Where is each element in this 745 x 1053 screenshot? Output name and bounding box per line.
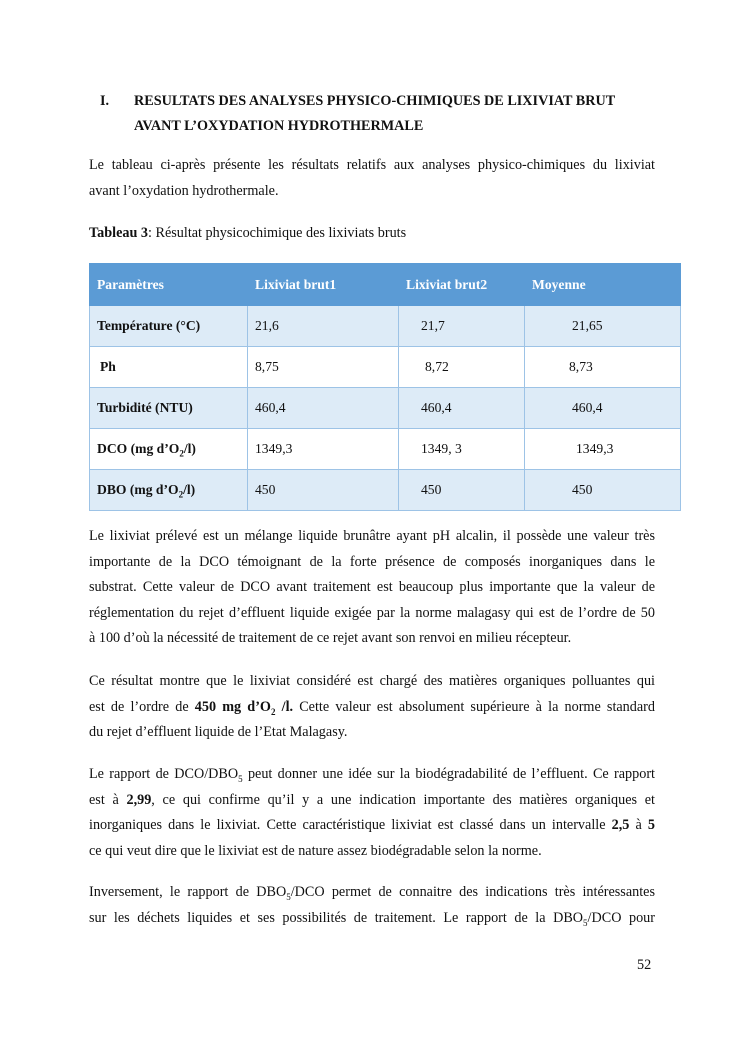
paragraph-2-line-3: du rejet d’effluent liquide de l’Etat Malagasy. bbox=[89, 724, 348, 741]
table-caption-text: : Résultat physicochimique des lixiviats bruts bbox=[148, 225, 407, 241]
table-caption-label: Tableau 3 bbox=[89, 225, 149, 241]
paragraph-4-text: /DCO pour bbox=[587, 909, 655, 926]
paragraph-3-text: , ce qui confirme qu’il y a une indication importante des matières organiques et bbox=[151, 791, 655, 808]
param-cell bbox=[90, 429, 248, 470]
table-row bbox=[90, 388, 681, 429]
subscript: 5 bbox=[583, 917, 588, 928]
header-parametres: Paramètres bbox=[90, 264, 248, 306]
brut2-cell: 1349, 3 bbox=[399, 429, 525, 470]
paragraph-2 bbox=[89, 669, 655, 746]
param-unit: /l) bbox=[183, 482, 196, 497]
moyenne-cell: 1349,3 bbox=[525, 429, 681, 470]
brut2-cell: 460,4 bbox=[399, 388, 525, 429]
param-text: DBO (mg d’O bbox=[97, 482, 179, 497]
brut2-cell: 21,7 bbox=[399, 306, 525, 347]
interval-min: 2,5 bbox=[611, 817, 630, 834]
brut2-cell: 450 bbox=[399, 470, 525, 511]
page-number: 52 bbox=[637, 957, 652, 973]
param-cell bbox=[90, 470, 248, 511]
paragraph-1-line: Le lixiviat prélevé est un mélange liquide brunâtre ayant pH alcalin, il possède une valeur très bbox=[89, 528, 655, 544]
paragraph-1-line: à 100 d’où la nécessité de traitement de ce rejet avant son renvoi en milieu récepteur. bbox=[89, 630, 572, 647]
paragraph-3-text: Le rapport de DCO/DBO bbox=[89, 766, 239, 782]
subscript: 5 bbox=[286, 891, 291, 902]
paragraph-3-text: est à bbox=[89, 791, 127, 808]
results-table bbox=[89, 263, 681, 511]
paragraph-2-line-2 bbox=[89, 695, 655, 721]
paragraph-3-line-3 bbox=[89, 813, 655, 839]
paragraph-1-line: substrat. Cette valeur de DCO avant traitement est beaucoup plus importante que la valeur de bbox=[89, 579, 655, 596]
paragraph-2-line-1: Ce résultat montre que le lixiviat considéré est chargé des matières organiques polluantes qui bbox=[89, 673, 655, 689]
paragraph-3-text: peut donner une idée sur la biodégradabilité de l’effluent. Ce rapport bbox=[242, 766, 655, 782]
brut1-cell: 450 bbox=[248, 470, 399, 511]
table-row bbox=[90, 470, 681, 511]
table-row bbox=[90, 306, 681, 347]
intro-line-1: Le tableau ci-après présente les résultats relatifs aux analyses physico-chimiques du lixiviat bbox=[89, 157, 655, 173]
paragraph-2-text: Cette valeur est absolument supérieure à la norme standard bbox=[293, 698, 655, 715]
brut1-cell: 1349,3 bbox=[248, 429, 399, 470]
section-title bbox=[134, 89, 660, 139]
paragraph-3-line-1 bbox=[89, 762, 655, 788]
section-title-line-2: AVANT L’OXYDATION HYDROTHERMALE bbox=[134, 118, 424, 134]
dbo-value-unit: /l. bbox=[275, 698, 294, 715]
table-caption bbox=[89, 223, 406, 243]
moyenne-cell: 460,4 bbox=[525, 388, 681, 429]
paragraph-1-line: importante de la DCO témoignant de la forte présence de composés inorganiques dans le bbox=[89, 553, 655, 570]
param-cell: Ph bbox=[90, 347, 248, 388]
paragraph-4-line-1 bbox=[89, 880, 655, 906]
section-title-line-1: RESULTATS DES ANALYSES PHYSICO-CHIMIQUES DE LIXIVIAT BRUT bbox=[134, 93, 616, 109]
interval-max: 5 bbox=[647, 817, 655, 834]
table-row bbox=[90, 429, 681, 470]
param-text: DCO (mg d’O bbox=[97, 441, 180, 456]
paragraph-4-text: sur les déchets liquides et ses possibilités de traitement. Le rapport de la DBO bbox=[89, 909, 584, 926]
param-cell: Température (°C) bbox=[90, 306, 248, 347]
paragraph-1 bbox=[89, 524, 655, 652]
table-header-row bbox=[90, 264, 681, 306]
paragraph-3-text: inorganiques dans le lixiviat. Cette caractéristique lixiviat est classé dans un intervalle bbox=[89, 817, 612, 834]
dbo-value-subscript: 2 bbox=[270, 706, 276, 717]
table-row bbox=[90, 347, 681, 388]
header-moyenne: Moyenne bbox=[525, 264, 681, 306]
section-number: I. bbox=[100, 93, 110, 109]
dbo-value bbox=[195, 699, 293, 715]
moyenne-cell: 8,73 bbox=[525, 347, 681, 388]
paragraph-4-text: Inversement, le rapport de DBO bbox=[89, 884, 287, 900]
paragraph-2-text: est de l’ordre de bbox=[89, 698, 195, 715]
ratio-value: 2,99 bbox=[126, 791, 152, 808]
brut2-cell: 8,72 bbox=[399, 347, 525, 388]
paragraph-1-line: réglementation du rejet d’effluent liquide exigée par la norme malagasy qui est de l’ordre de 50 bbox=[89, 604, 655, 621]
header-lixiviat-brut2: Lixiviat brut2 bbox=[399, 264, 525, 306]
intro-line-2: avant l’oxydation hydrothermale. bbox=[89, 182, 279, 199]
paragraph-3 bbox=[89, 762, 655, 864]
subscript: 5 bbox=[238, 773, 243, 784]
dbo-value-text: 450 mg d’O bbox=[194, 698, 271, 715]
param-cell: Turbidité (NTU) bbox=[90, 388, 248, 429]
brut1-cell: 8,75 bbox=[248, 347, 399, 388]
paragraph-3-text: à bbox=[629, 817, 648, 834]
moyenne-cell: 450 bbox=[525, 470, 681, 511]
paragraph-3-line-2 bbox=[89, 788, 655, 814]
brut1-cell: 460,4 bbox=[248, 388, 399, 429]
paragraph-4-text: /DCO permet de connaitre des indications très intéressantes bbox=[290, 884, 655, 900]
paragraph-3-line-4: ce qui veut dire que le lixiviat est de nature assez biodégradable selon la norme. bbox=[89, 842, 542, 859]
paragraph-4 bbox=[89, 880, 655, 931]
paragraph-4-line-2 bbox=[89, 906, 655, 932]
param-subscript: 2 bbox=[178, 489, 184, 500]
param-unit: /l) bbox=[183, 441, 196, 456]
header-lixiviat-brut1: Lixiviat brut1 bbox=[248, 264, 399, 306]
param-subscript: 2 bbox=[179, 448, 184, 459]
brut1-cell: 21,6 bbox=[248, 306, 399, 347]
moyenne-cell: 21,65 bbox=[525, 306, 681, 347]
intro-paragraph bbox=[89, 153, 655, 204]
